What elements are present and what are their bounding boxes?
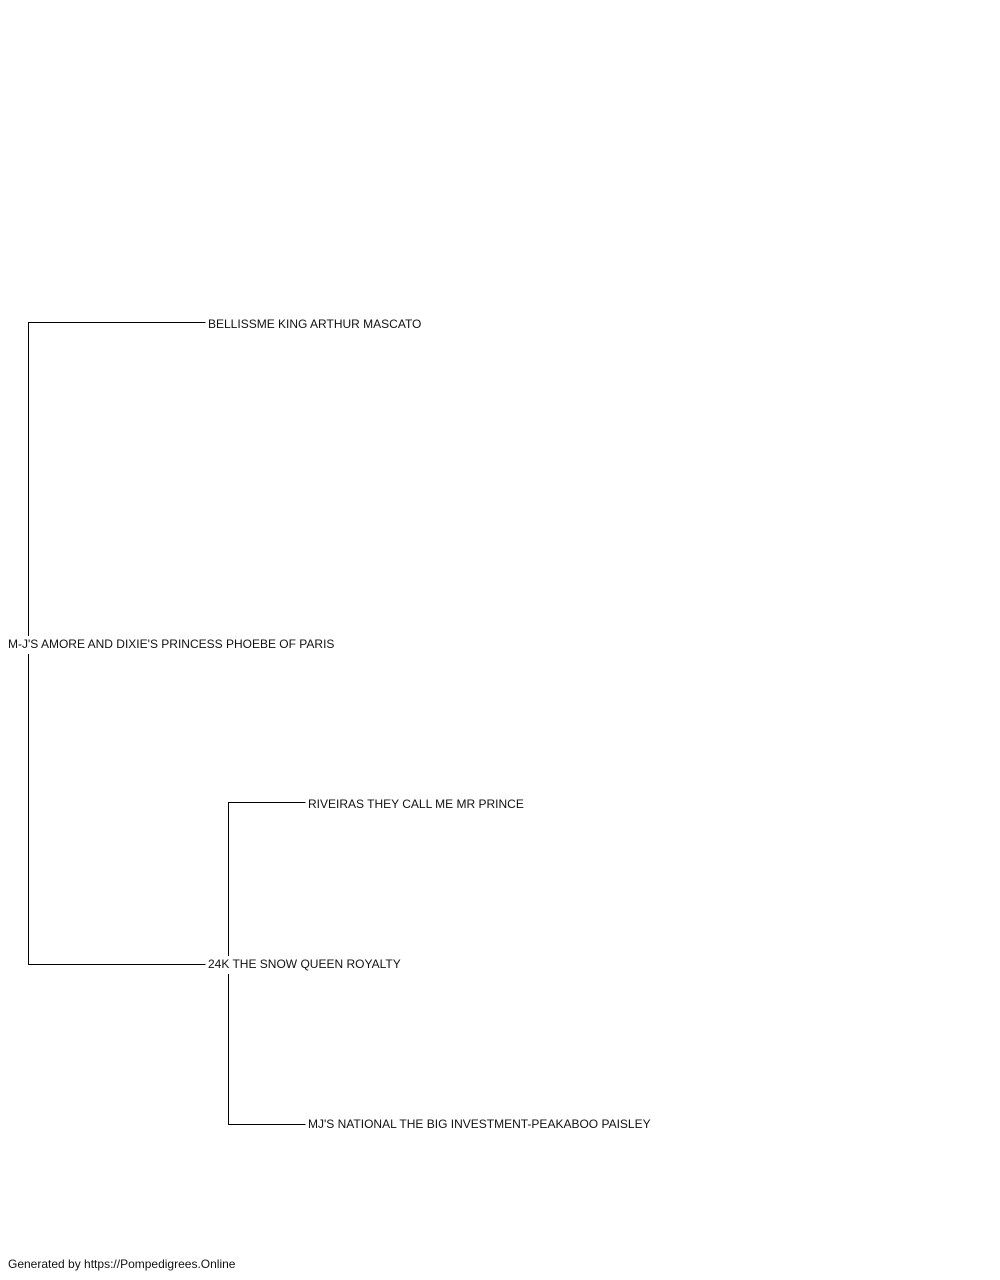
connector-dam-damsire: [229, 803, 306, 957]
connector-subject-dam: [29, 654, 206, 965]
sire-name[interactable]: BELLISSME KING ARTHUR MASCATO: [208, 317, 422, 331]
dam-name[interactable]: 24K THE SNOW QUEEN ROYALTY: [208, 957, 401, 971]
subject-dog-name[interactable]: M-J'S AMORE AND DIXIE'S PRINCESS PHOEBE OF PARIS: [8, 637, 335, 651]
dam-sire-name[interactable]: RIVEIRAS THEY CALL ME MR PRINCE: [308, 797, 524, 811]
generated-by-footer: Generated by https://Pompedigrees.Online: [8, 1257, 236, 1271]
connector-dam-damdam: [229, 974, 306, 1125]
connector-subject-sire: [29, 323, 206, 637]
dam-dam-name[interactable]: MJ'S NATIONAL THE BIG INVESTMENT-PEAKABOO PAISLEY: [308, 1117, 651, 1131]
